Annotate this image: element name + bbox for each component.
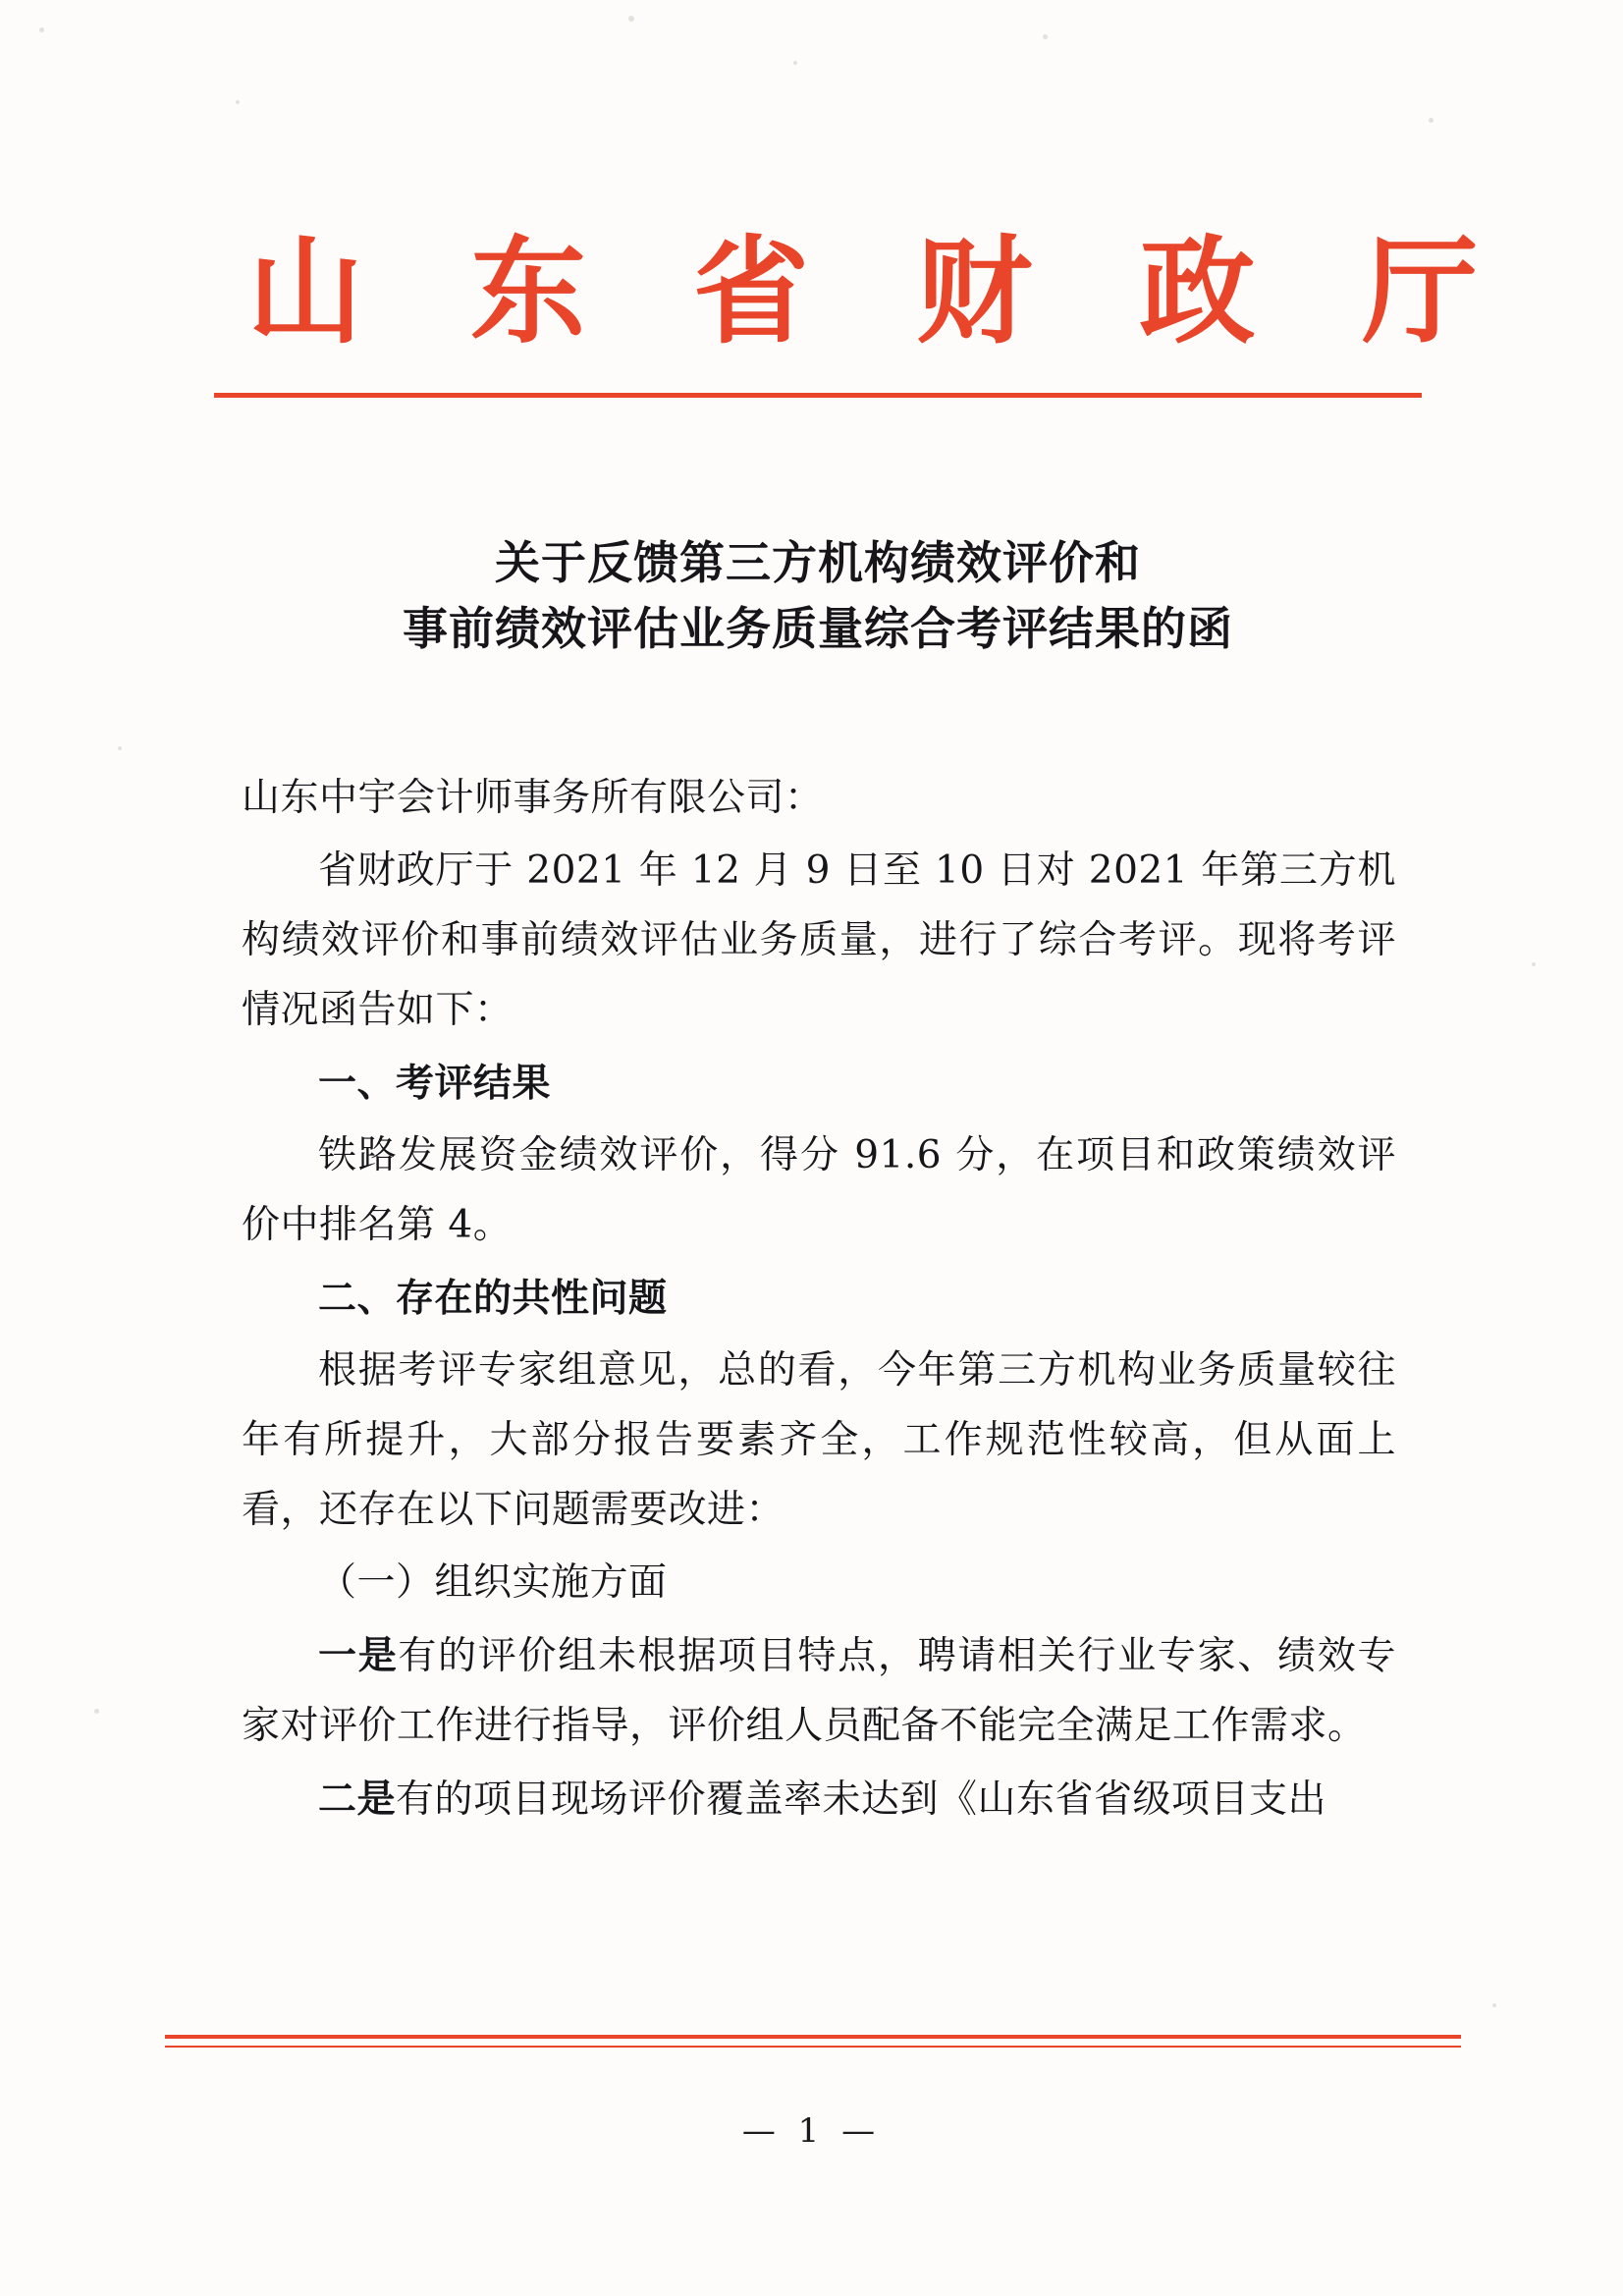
- item-two-marker: 二是: [318, 1776, 397, 1822]
- section-heading-two: 二、存在的共性问题: [318, 1275, 668, 1321]
- masthead: [214, 223, 1512, 398]
- paragraph-opening: 省财政厅于 2021 年 12 月 9 日至 10 日对 2021 年第三方机构绩效评价和事前绩效评估业务质量，进行了综合考评。现将考评情况函告如下：: [242, 847, 1396, 1032]
- paragraph-common-issues: 根据考评专家组意见，总的看，今年第三方机构业务质量较往年有所提升，大部分报告要素齐全，工作规范性较高，但从面上看，还存在以下问题需要改进：: [242, 1347, 1396, 1532]
- page-title: [224, 530, 1412, 661]
- paragraph-result: 铁路发展资金绩效评价，得分 91.6 分，在项目和政策绩效评价中排名第 4。: [242, 1132, 1396, 1247]
- document-text: [242, 764, 1396, 1838]
- footer-divider-thick: [165, 2035, 1461, 2039]
- item-one-marker: 一是: [318, 1632, 399, 1678]
- paper-speck: [118, 746, 122, 750]
- section-heading-one: 一、考评结果: [318, 1060, 552, 1106]
- subsection-heading-one: （一）组织实施方面: [318, 1559, 668, 1605]
- paper-speck: [1532, 962, 1536, 966]
- page-title-line-1: 关于反馈第三方机构绩效评价和: [495, 536, 1141, 589]
- page-number: — 1 —: [741, 2111, 882, 2151]
- masthead-divider: [214, 393, 1422, 398]
- footer-divider: [165, 2035, 1461, 2048]
- page-title-line-2: 事前绩效评估业务质量综合考评结果的函: [403, 601, 1233, 655]
- paper-speck: [94, 1709, 99, 1714]
- paragraph-item-two: [242, 1765, 1396, 1835]
- item-two-text: 有的项目现场评价覆盖率未达到《山东省省级项目支出: [396, 1777, 1327, 1822]
- paper-speck: [1492, 2003, 1496, 2007]
- paragraph-item-one: [242, 1621, 1396, 1762]
- document-content-area: [165, 0, 1512, 2296]
- footer-divider-thin: [165, 2046, 1461, 2048]
- paper-speck: [39, 27, 44, 32]
- item-one-text: 有的评价组未根据项目特点，聘请相关行业专家、绩效专家对评价工作进行指导，评价组人员配备不能完全满足工作需求。: [242, 1633, 1396, 1748]
- issuing-organization: 山 东 省 财 政 厅: [247, 223, 1512, 359]
- addressee: 山东中宇会计师事务所有限公司：: [242, 776, 824, 820]
